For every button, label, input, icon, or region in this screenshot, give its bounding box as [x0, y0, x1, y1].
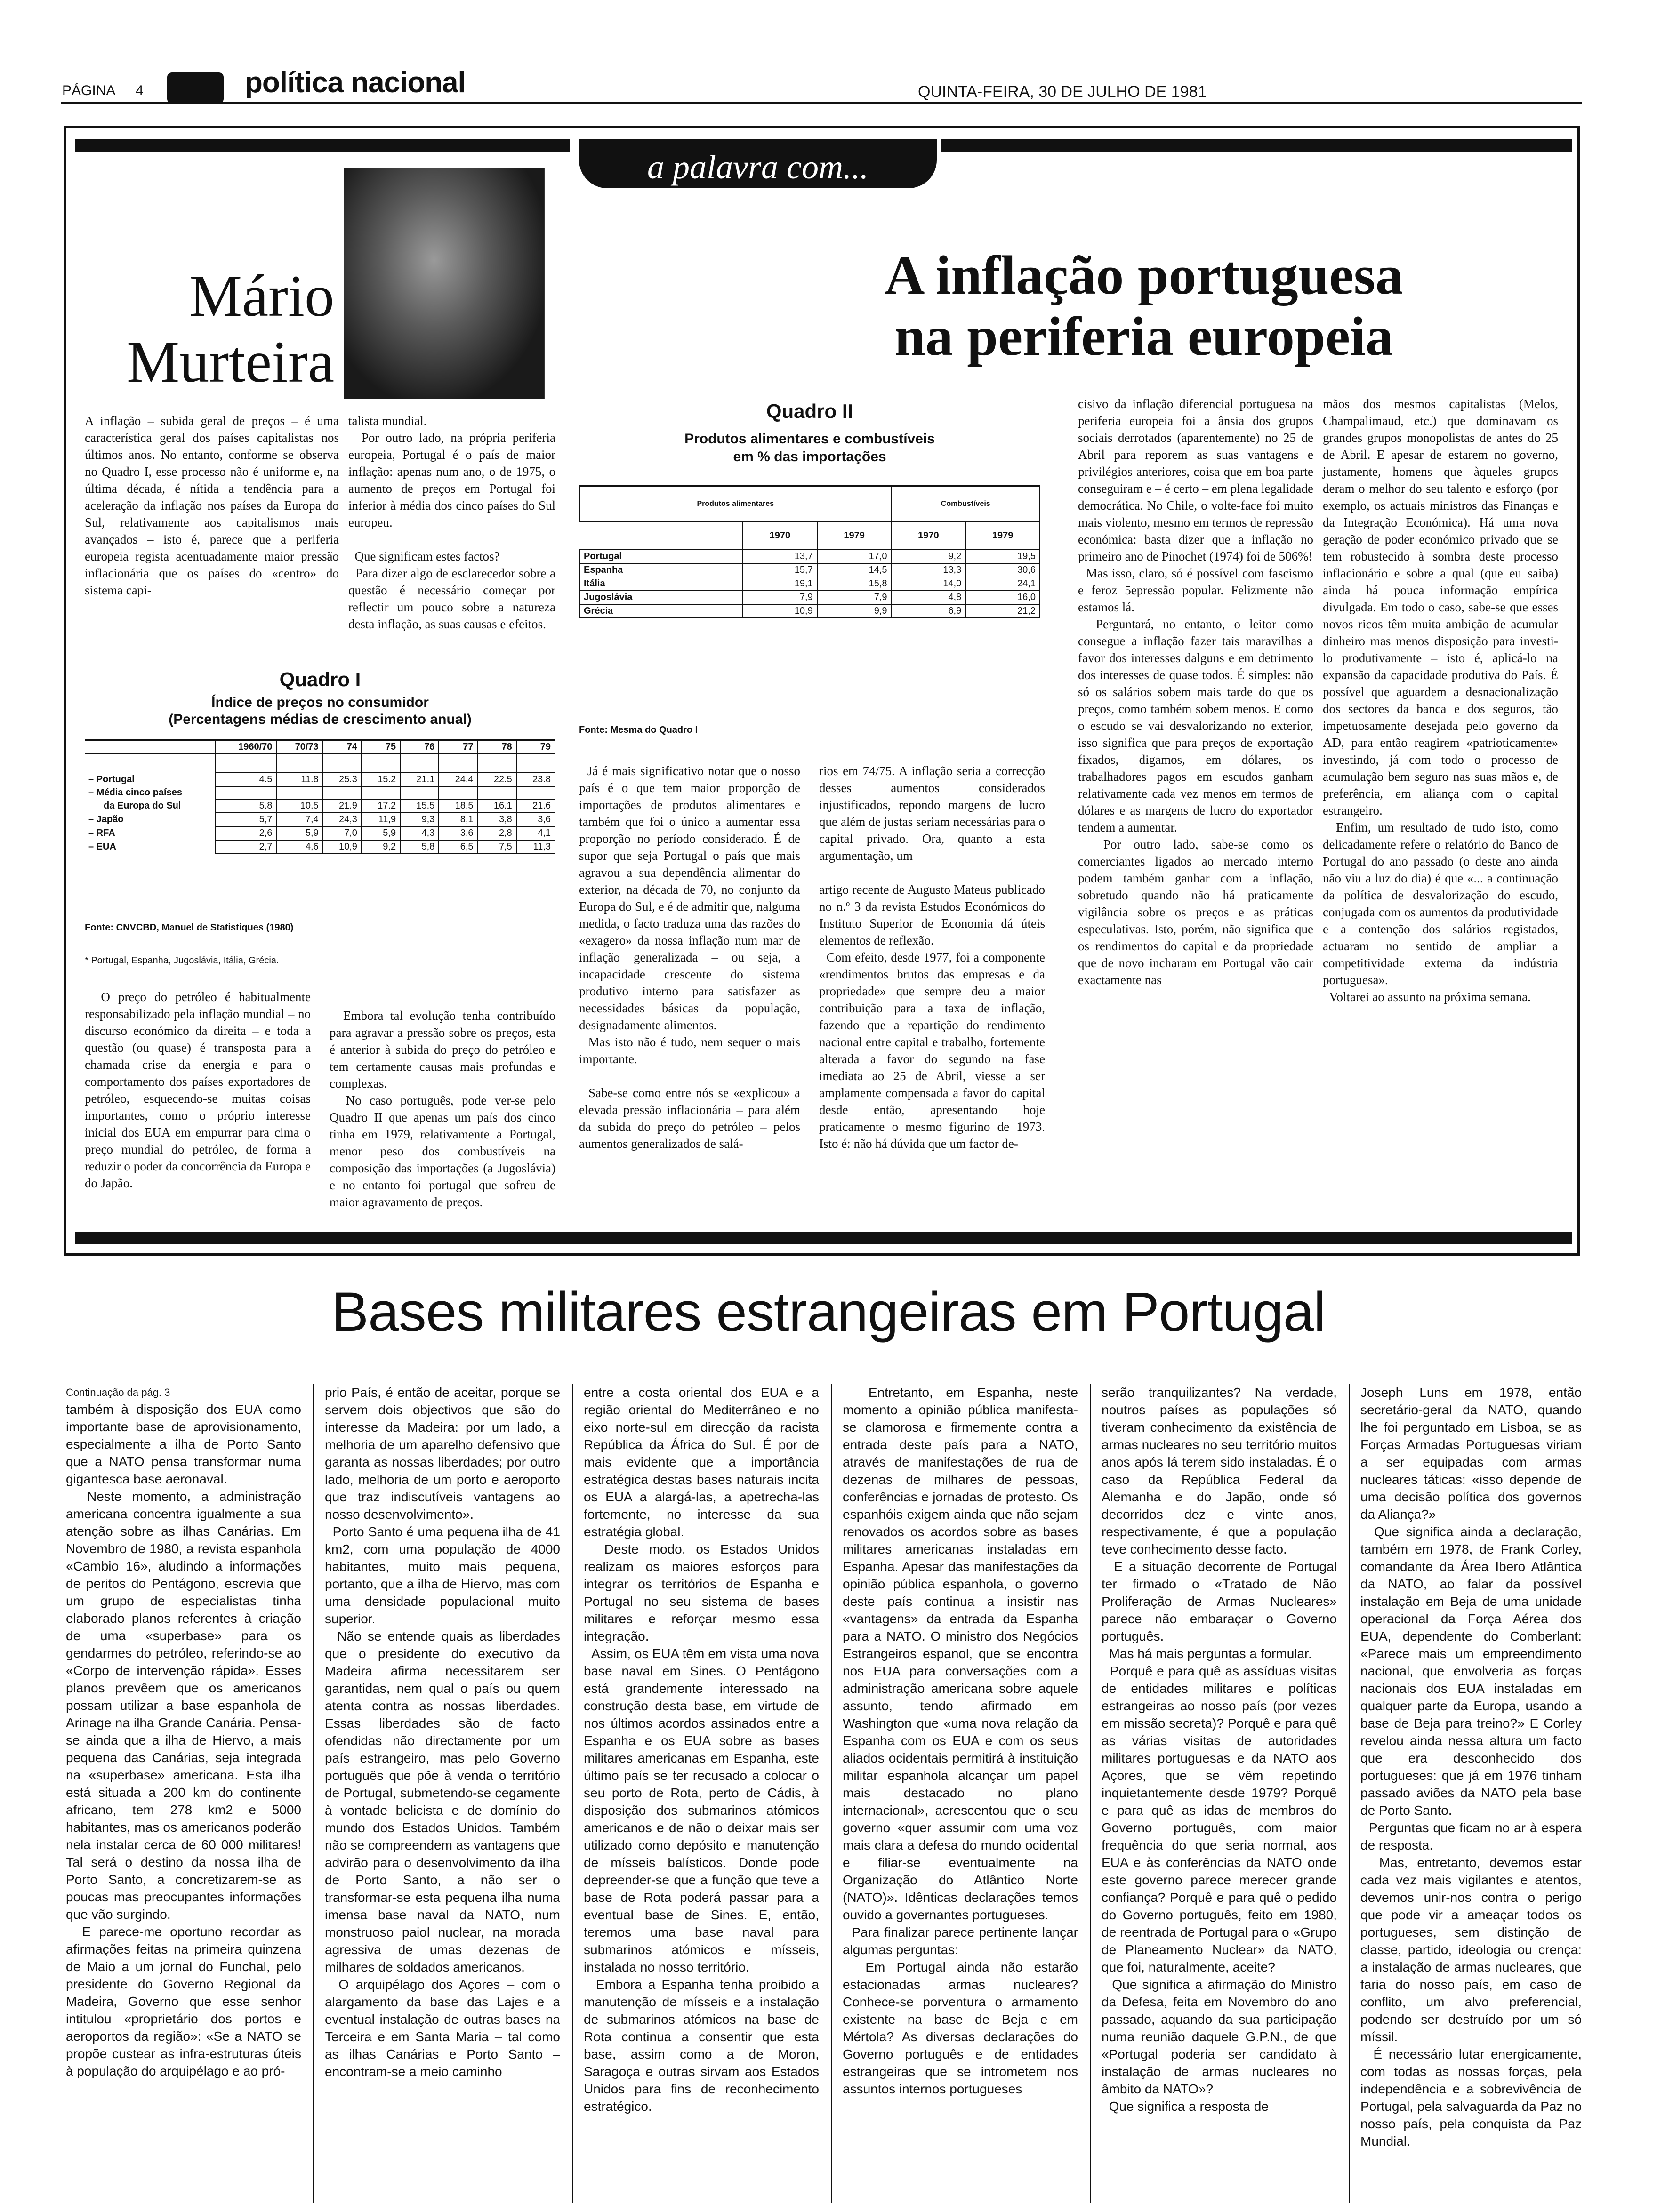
cell: 10,9: [323, 840, 362, 854]
section-title: política nacional: [245, 66, 466, 99]
quadro2-source: Fonte: Mesma do Quadro I: [579, 725, 698, 735]
table-row: [579, 550, 1040, 563]
table-row: [85, 813, 555, 826]
row-label: – Portugal: [88, 774, 135, 785]
interview-col-8: mãos dos mesmos capitalistas (Melos, Champalimaud, etc.) que dominavam os grandes grupos monopolistas de antes do 25 de Abril. E apesar de estarem no governo, justamente, homens que àqueles grupos deram o melhor do seu talento e esforço (por exemplo, os actuais ministros das Finanças e da Integração Económica). Há uma nova geração de poder económico privado que se tem robustecido à sombra deste processo inflacionário e sobre a qual (que eu saiba) ainda há pouca informação empírica divulgada. Em todo o caso, sabe-se que esses novos ricos têm muita ambição de acumular dinheiro mas menos disposição para investi-lo produtivamente – isto é, aplicá-lo na expansão da capacidade produtiva do País. É possível que aguardem a desnacionalização dos sectores da banca e dos seguros, tão impetuosamente desejada pelo governo da AD, para então reagirem «patrioticamente» investindo, já com todo o processo de acumulação bem seguro nas suas mãos e, de preferência, em aliança com o capital estrangeiro. Enfim, um resultado de tudo isto, como delicadamente refere o relatório do Banco de Portugal do ano passado (o deste ano ainda não viu a luz do dia) é que «... a continuação da política de desvalorização do escudo, conjugada com os aumentos da produtividade e a contenção dos salários registados, actuaram no sentido de ampliar a competitividade externa da indústria portuguesa». Voltarei ao assunto na próxima semana.: [1323, 397, 1558, 1004]
quadro1-source: Fonte: CNVCBD, Manuel de Statistiques (1980): [85, 922, 294, 933]
table-row: [579, 604, 1040, 618]
issue-date: QUINTA-FEIRA, 30 DE JULHO DE 1981: [918, 83, 1207, 101]
cell: 16.1: [478, 799, 516, 813]
bases-col-6: Joseph Luns em 1978, então secretário-geral da NATO, quando lhe foi perguntado em Lisboa, se as Forças Armadas Portuguesas viriam a ser equipadas com armas nucleares táticas: «isso depende de uma decisão política dos governos da Aliança?» Que significa ainda a declaração, também em 1978, de Frank Corley, comandante da Área Ibero Atlântica da NATO, ao falar da possível instalação em Beja de uma unidade operacional da Força Aérea dos EUA, dependente do Comberlant: «Parece mais um empreendimento nacional, que envolveria as forças nacionais dos EUA instaladas em qualquer parte da Europa, usando a base de Beja para treino?» E Corley revelou ainda nessa altura um facto que era desconhecido dos portugueses: que já em 1976 tinham passado aviões da NATO pela base de Porto Santo. Perguntas que ficam no ar à espera de resposta. Mas, entretanto, devemos estar cada vez mais vigilantes e atentos, devemos unir-nos contra o perigo que pode vir a ameaçar todos os portugueses, sem distinção de classe, partido, ideologia ou crença: a instalação de armas nucleares, que faria do nosso país, em caso de conflito, um alvo preferencial, podendo ser destruído por um só míssil. É necessário lutar energicamente, com todas as nossas forças, pela independência e a sobrevivência de Portugal, pela salvaguarda da Paz no nosso país, pela conquista da Paz Mundial.: [1360, 1385, 1582, 2148]
cell: 13,7: [743, 550, 817, 563]
cell: 4,6: [276, 840, 322, 854]
bases-continuation: Continuação da pág. 3: [66, 1387, 170, 1398]
row-label: Itália: [579, 577, 743, 591]
cell: 4,8: [892, 591, 966, 604]
cell: 24,3: [323, 813, 362, 826]
row-label: – Japão: [88, 814, 124, 825]
author-photo: [344, 168, 545, 399]
cell: 14,0: [892, 577, 966, 591]
row-label: – Média cinco países: [88, 787, 182, 798]
quadro1-header-row: [85, 740, 555, 754]
author-last-name: Murteira: [127, 329, 334, 395]
page-number: 4: [136, 83, 144, 98]
quadro2-year: 1979: [817, 521, 892, 550]
cell: 18.5: [439, 799, 477, 813]
cell: 16,0: [965, 591, 1040, 604]
cell: 3,6: [439, 826, 477, 840]
quadro1-title: Quadro I: [279, 668, 361, 690]
row-label: Jugoslávia: [579, 591, 743, 604]
banner-text: a palavra com...: [647, 148, 869, 186]
table-row: [579, 591, 1040, 604]
cell: 21.6: [516, 799, 555, 813]
cell: 5.8: [215, 799, 276, 813]
quadro2: [579, 400, 1040, 748]
cell: 15,8: [817, 577, 892, 591]
column-divider: [1090, 1384, 1091, 2203]
quadro2-year: 1970: [743, 521, 817, 550]
interview-headline: [753, 245, 1535, 367]
cell: 11.8: [276, 773, 322, 786]
bases-col-3: entre a costa oriental dos EUA e a região oriental do Mediterrâneo e no eixo norte-sul em direcção da racista República da África do Sul. É por de mais evidente que a importância estratégica destas bases naturais incita os EUA a alargá-las, a apetrecha-las fortemente, no interesse da sua estratégia global. Deste modo, os Estados Unidos realizam os maiores esforços para integrar os territórios de Espanha e Portugal no seu sistema de bases militares e reforçar mesmo essa integração. Assim, os EUA têm em vista uma nova base naval em Sines. O Pentágono está grandemente interessado na construção desta base, em virtude de nos últimos acordos assinados entre a Espanha e os EUA sobre as bases militares americanas em Espanha, este último país se ter recusado a colocar o seu porto de Rota, perto de Cádis, à disposição dos submarinos atómicos americanos e de não o deixar mais ser utilizado como depósito e manutenção de mísseis balísticos. Donde pode depreender-se que a função que teve a base de Rota poderá passar para a eventual base de Sines. E, então, teremos uma base naval para submarinos atómicos e mísseis, instalada no nosso território. Embora a Espanha tenha proibido a manutenção de mísseis e a instalação de submarinos atómicos na base de Rota continua a consentir que esta base, assim como a de Moron, Saragoça e outras sirvam aos Estados Unidos para fins de reconhecimento estratégico.: [584, 1385, 820, 2114]
cell: 24.4: [439, 773, 477, 786]
quadro2-group-header: Produtos alimentares: [579, 486, 892, 521]
row-label: Portugal: [579, 550, 743, 563]
quadro2-group-row: [579, 486, 1040, 521]
cell: 6,5: [439, 840, 477, 854]
column-divider: [1349, 1384, 1350, 2203]
quadro2-subtitle-1: Produtos alimentares e combustíveis: [684, 431, 935, 447]
header-rule: [61, 102, 1582, 104]
cell: 7,9: [743, 591, 817, 604]
headline-line-1: A inflação portuguesa: [885, 244, 1403, 306]
quadro2-title: Quadro II: [766, 400, 853, 422]
cell: 3,8: [478, 813, 516, 826]
cell: 21,2: [965, 604, 1040, 618]
cell: 9,9: [817, 604, 892, 618]
quadro2-table: [579, 485, 1040, 618]
row-label: – RFA: [88, 828, 115, 838]
cell: 7,9: [817, 591, 892, 604]
quadro1-col-header: 75: [362, 740, 400, 754]
quadro2-year: 1979: [965, 521, 1040, 550]
interview-col-2: talista mundial. Por outro lado, na própria periferia europeia, Portugal é o país de maior inflação: apenas num ano, o de 1975, o aumento de preços em Portugal foi inferior à média dos cinco países do Sul europeu. Que significam estes factos? Para dizer algo de esclarecedor sobre a questão é necessário começar por reflectir um pouco sobre a natureza desta inflação, as suas causas e efeitos.: [348, 414, 556, 631]
cell: 7,4: [276, 813, 322, 826]
table-row: [85, 786, 555, 799]
quadro2-subtitle-2: em % das importações: [733, 449, 886, 465]
bases-col-4: Entretanto, em Espanha, neste momento a opinião pública manifesta-se clamorosa e firmemente contra a entrada deste país para a NATO, através de manifestações de rua de dezenas de milhares de pessoas, conferências e jornadas de protesto. Os espanhóis exigem ainda que não sejam renovados os acordos sobre as bases militares americanas instaladas em Espanha. Apesar das manifestações da opinião pública espanhola, o governo deste país continua a insistir nas «vantagens» da entrada da Espanha para a NATO. O ministro dos Negócios Estrangeiros espanol, que se encontra nos EUA para conversações com a administração americana sobre aquele assunto, tendo afirmado em Washington que «uma nova relação da Espanha com os EUA e com os seus aliados ocidentais permitirá à instituição militar espanhola alcançar um papel mais destacado no plano internacional», acrescentou que o seu governo «quer assumir com uma voz mais clara a defesa do mundo ocidental e filiar-se eventualmente na Organização do Atlântico Norte (NATO)». Idênticas declarações temos ouvido a governantes portugueses. Para finalizar parece pertinente lançar algumas perguntas: Em Portugal ainda não estarão estacionadas armas nucleares? Conhece-se porventura o armamento existente na base de Beja e em Mértola? As diversas declarações do Governo português e de entidades estrangeiras que se intrometem nos assuntos internos portugueses: [843, 1385, 1078, 2096]
cell: 15.2: [362, 773, 400, 786]
table-row: [579, 577, 1040, 591]
quadro1-col-header: 79: [516, 740, 555, 754]
quadro1-col-header: 78: [478, 740, 516, 754]
quadro1-col-header: 77: [439, 740, 477, 754]
cell: 23.8: [516, 773, 555, 786]
bases-col-2: prio País, é então de aceitar, porque se servem dois objectivos que são do interesse da Madeira: por um lado, a melhoria de um aparelho defensivo que garanta as nossas liberdades; por outro lado, melhoria de um porto e aeroporto que traz indiscutíveis vantagens ao nosso desenvolvimento». Porto Santo é uma pequena ilha de 41 km2, com uma população de 4000 habitantes, muito mais pequena, portanto, que a ilha de Hiervo, mas com uma densidade populacional muito superior. Não se entende quais as liberdades que o presidente do executivo da Madeira afirma necessitarem ser garantidas, nem qual o país ou quem atenta contra as nossas liberdades. Essas liberdades são de facto ofendidas não directamente por um país estrangeiro, mas pelo Governo português que põe à venda o território de Portugal, submetendo-se cegamente à vontade belicista e de domínio do mundo dos Estados Unidos. Também não se compreendem as vantagens que advirão para o desenvolvimento da ilha de Porto Santo, a não ser o transformar-se esta pequena ilha numa imensa base naval da NATO, num monstruoso paiol nuclear, na morada agressiva de umas dezenas de milhares de soldados americanos. O arquipélago dos Açores – com o alargamento da base das Lajes e a eventual instalação de outras bases na Terceira e em Santa Maria – tal como as ilhas Canárias e Porto Santo – encontram-se a meio caminho: [325, 1385, 560, 2079]
interview-col-4: Embora tal evolução tenha contribuído para agravar a pressão sobre os preços, esta é anterior à subida do preço do petróleo e tem certamente causas mais profundas e complexas. No caso português, pode ver-se pelo Quadro II que apenas um país dos cinco tinha em 1979, relativamente a Portugal, menor peso dos combustíveis na composição das importações (a Jugoslávia) e no entanto foi portugal que sofreu de maior agravamento de preços.: [330, 1009, 555, 1209]
cell: 6,9: [892, 604, 966, 618]
cell: 25.3: [323, 773, 362, 786]
quadro2-group-header: Combustíveis: [892, 486, 1040, 521]
quadro1-col-header: 1960/70: [215, 740, 276, 754]
cell: 17,0: [817, 550, 892, 563]
quadro1-subtitle-2: (Percentagens médias de crescimento anual): [169, 712, 472, 727]
cell: 9,2: [362, 840, 400, 854]
cell: 4,1: [516, 826, 555, 840]
cell: 9,3: [400, 813, 439, 826]
table-row: [85, 826, 555, 840]
cell: 21.1: [400, 773, 439, 786]
quadro1-corner: [85, 740, 215, 754]
cell: 5,7: [215, 813, 276, 826]
newspaper-logo-icon: [167, 72, 224, 104]
cell: 4.5: [215, 773, 276, 786]
cell: 7,5: [478, 840, 516, 854]
cell: 2,7: [215, 840, 276, 854]
table-row: [579, 563, 1040, 577]
column-divider: [313, 1384, 314, 2203]
quadro2-year-row: [579, 521, 1040, 550]
box-top-band-left: [75, 139, 570, 152]
cell: 22.5: [478, 773, 516, 786]
cell: 15.5: [400, 799, 439, 813]
cell: 15,7: [743, 563, 817, 577]
interview-col-7: cisivo da inflação diferencial portuguesa na periferia europeia foi a ânsia dos grupos sociais derrotados (aparentemente) no 25 de Abril para reporem as suas vantagens e privilégios anteriores, coisa que em boa parte conseguiram e – é certo – em plena legalidade democrática. No Chile, o volte-face foi muito mais violento, mesmo em termos de repressão económica: basta dizer que a inflação no primeiro ano de Pinochet (1974) foi de 506%! Mas isso, claro, só é possível com fascismo e feroz 5epressão popular. Felizmente não estamos lá. Perguntará, no entanto, o leitor como consegue a inflação fazer tais maravilhas a favor dos interesses dalguns e em detrimento dos interesses de quase todos. É simples: não só os salários sobem mais tarde do que os preços, como também sobem menos. E como o escudo se vai desvalorizando no exterior, isso significa que para preços de exportação fixados, digamos, em dólares, os trabalhadores pagos em escudos ganham relativamente cada vez menos em termos de dólares e as margens de lucro do exportador tendem a aumentar. Por outro lado, sabe-se como os comerciantes ligados ao mercado interno podem também ganhar com a inflação, sobretudo quando não há praticamente vigilância sobre os preços e as práticas especulativas. Isto, porém, não significa que os rendimentos do capital e da propriedade que de novo incharam em Portugal vão cair exactamente nas: [1078, 397, 1314, 987]
cell: 19,5: [965, 550, 1040, 563]
author-first-name: Mário: [189, 264, 334, 329]
row-label: da Europa do Sul: [104, 801, 181, 811]
cell: 9,2: [892, 550, 966, 563]
row-label: – EUA: [88, 842, 116, 852]
interview-col-6: rios em 74/75. A inflação seria a correcção desses aumentos considerados injustificados, repondo margens de lucro que além de justas seriam necessárias para o capital privado. Ora, quanto a esta argumentação, um artigo recente de Augusto Mateus publicado no n.º 3 da revista Estudos Económicos do Instituto Superior de Economia dá úteis elementos de reflexão. Com efeito, desde 1977, foi a componente «rendimentos brutos das empresas e da propriedade» que sempre deu a maior contribuição para a taxa de inflação, fazendo que a repartição do rendimento nacional entre capital e trabalho, fortemente alterada a favor do segundo na fase imediata ao 25 de Abril, viesse a ser amplamente compensada a favor do capital desde então, apresentando hoje praticamente o mesmo figurino de 1973. Isto é: não há dúvida que um factor de-: [819, 764, 1045, 1151]
interview-col-5: Já é mais significativo notar que o nosso país é o que tem maior proporção de importações de produtos alimentares e também que foi o único a aumentar essa proporção no período considerado. É de supor que seja Portugal o país que mais agravou a sua dependência alimentar do exterior, na década de 70, no conjunto da Europa do Sul, e é de admitir que, nalguma medida, o facto traduza uma das razões do «exagero» da nossa inflação num mar de inflação generalizada – ou seja, a incapacidade crescente do sistema produtivo interno para satisfazer as necessidades básicas da população, designadamente alimentos. Mas isto não é tudo, nem sequer o mais importante. Sabe-se como entre nós se «explicou» a elevada pressão inflacionária – para além da subida do preço do petróleo – pelos aumentos generalizados de salá-: [579, 764, 800, 1151]
column-divider: [831, 1384, 832, 2203]
cell: 19,1: [743, 577, 817, 591]
cell: 10,9: [743, 604, 817, 618]
row-label: Grécia: [579, 604, 743, 618]
quadro1-col-header: 70/73: [276, 740, 322, 754]
author-name: [71, 264, 334, 395]
quadro1-table: [85, 739, 555, 854]
interview-col-1: A inflação – subida geral de preços – é uma característica geral dos países capitalistas nos últimos anos. No entanto, conforme se observa no Quadro I, esse processo não é uniforme e, na última década, é nítida a tendência para a aceleração da inflação nos países da Europa do Sul, relativamente aos capitalismos mais avançados – isto é, parece que a periferia europeia regista acentuadamente maior pressão inflacionária que os países do «centro» do sistema capi-: [85, 414, 342, 597]
cell: 17.2: [362, 799, 400, 813]
column-divider: [572, 1384, 573, 2203]
bases-headline: Bases militares estrangeiras em Portugal: [331, 1281, 1326, 1343]
table-row: [85, 773, 555, 786]
page-header: [0, 66, 1657, 104]
quadro1: [85, 668, 555, 979]
cell: 3,6: [516, 813, 555, 826]
interview-col-3: O preço do petróleo é habitualmente responsabilizado pela inflação mundial – no discurso económico da direita – e toda a questão (ou quase) é transposta para a chamada crise da energia e para o comportamento dos países exportadores de petróleo, esquecendo-se muitas coisas importantes, como o próprio interesse inicial dos EUA em empurrar para cima o preço mundial do petróleo, de forma a reduzir o poder da concorrência da Europa e do Japão.: [85, 990, 314, 1190]
table-row: [85, 754, 555, 773]
bases-col-5: serão tranquilizantes? Na verdade, noutros países as populações só tiveram conhecimento da existência de armas nucleares no seu território muitos anos após lá terem sido instaladas. É o caso da República Federal da Alemanha e do Japão, onde só decorridos dez e vinte anos, respectivamente, é que a população teve conhecimento desse facto. E a situação decorrente de Portugal ter firmado o «Tratado de Não Proliferação de Armas Nucleares» parece não embaraçar o Governo português. Mas há mais perguntas a formular. Porquê e para quê as assíduas visitas de entidades militares e políticas estrangeiras ao nosso país (por vezes em missão secreta)? Porquê e para quê as várias visitas de autoridades militares portuguesas e da NATO aos Açores, que se vêm repetindo inquietantemente desde 1979? Porquê e para quê as idas de membros do Governo português, com maior frequência do que seria normal, aos EUA e às conferências da NATO onde este governo parece merecer grande confiança? Porquê e para quê o pedido do Governo português, feito em 1980, de reentrada de Portugal para o «Grupo de Planeamento Nuclear» da NATO, que foi, naturalmente, aceite? Que significa a afirmação do Ministro da Defesa, feita em Novembro do ano passado, aquando da sua participação numa reunião daquele G.P.N., de que «Portugal poderia ser candidato à instalação de armas nucleares no âmbito da NATO»? Que significa a resposta de: [1102, 1385, 1337, 2114]
cell: 11,9: [362, 813, 400, 826]
cell: 8,1: [439, 813, 477, 826]
quadro1-note: * Portugal, Espanha, Jugoslávia, Itália, Grécia.: [85, 955, 279, 966]
cell: 11,3: [516, 840, 555, 854]
bases-col-1: também à disposição dos EUA como importante base de aprovisionamento, especialmente a ilha de Porto Santo que a NATO pensa transformar numa gigantesca base aeronaval. Neste momento, a administração americana concentra igualmente a sua atenção sobre as ilhas Canárias. Em Novembro de 1980, a revista espanhola «Cambio 16», aludindo a informações de peritos do Pentágono, escrevia que um grupo de especialistas tinha elaborado planos referentes à criação de uma «superbase» para os gendarmes do petróleo, referindo-se ao «Corpo de intervenção rápida». Esses planos prevêem que os americanos possam utilizar a base espanhola de Arinage na ilha Grande Canária. Pensa-se ainda que a ilha de Hiervo, a mais pequena das Canárias, seja integrada na «superbase» americana. Esta ilha está situada a 200 km do continente africano, tem 278 km2 e 5000 habitantes, mas os americanos poderão nela instalar cerca de 60 000 militares! Tal será o destino da nossa ilha de Porto Santo, a concretizarem-se as poucas mas preocupantes informações que vão surgindo. E parece-me oportuno recordar as afirmações feitas na primeira quinzena de Maio a um jornal do Funchal, pelo presidente do Governo Regional da Madeira, Governo que esse senhor intitulou «proprietário dos portos e aeroportos da região»: «Se a NATO se propõe custear as infra-estruturas úteis à população do arquipélago e ao pró-: [66, 1402, 302, 2078]
cell: 2,6: [215, 826, 276, 840]
cell: 24,1: [965, 577, 1040, 591]
quadro1-col-header: 74: [323, 740, 362, 754]
table-row: [85, 799, 555, 813]
cell: 10.5: [276, 799, 322, 813]
cell: 14,5: [817, 563, 892, 577]
interview-banner: [579, 139, 937, 188]
box-top-band-right: [941, 139, 1572, 152]
cell: 4,3: [400, 826, 439, 840]
quadro1-col-header: 76: [400, 740, 439, 754]
quadro1-subtitle-1: Índice de preços no consumidor: [211, 695, 429, 710]
box-bottom-band: [75, 1232, 1572, 1244]
cell: 2,8: [478, 826, 516, 840]
cell: 5,9: [276, 826, 322, 840]
table-row: [85, 840, 555, 854]
cell: 5,9: [362, 826, 400, 840]
row-label: Espanha: [579, 563, 743, 577]
cell: 30,6: [965, 563, 1040, 577]
cell: 5,8: [400, 840, 439, 854]
cell: 13,3: [892, 563, 966, 577]
cell: 7,0: [323, 826, 362, 840]
quadro2-year: 1970: [892, 521, 966, 550]
cell: 21.9: [323, 799, 362, 813]
headline-line-2: na periferia europeia: [894, 305, 1393, 367]
page-label: PÁGINA: [62, 83, 116, 98]
